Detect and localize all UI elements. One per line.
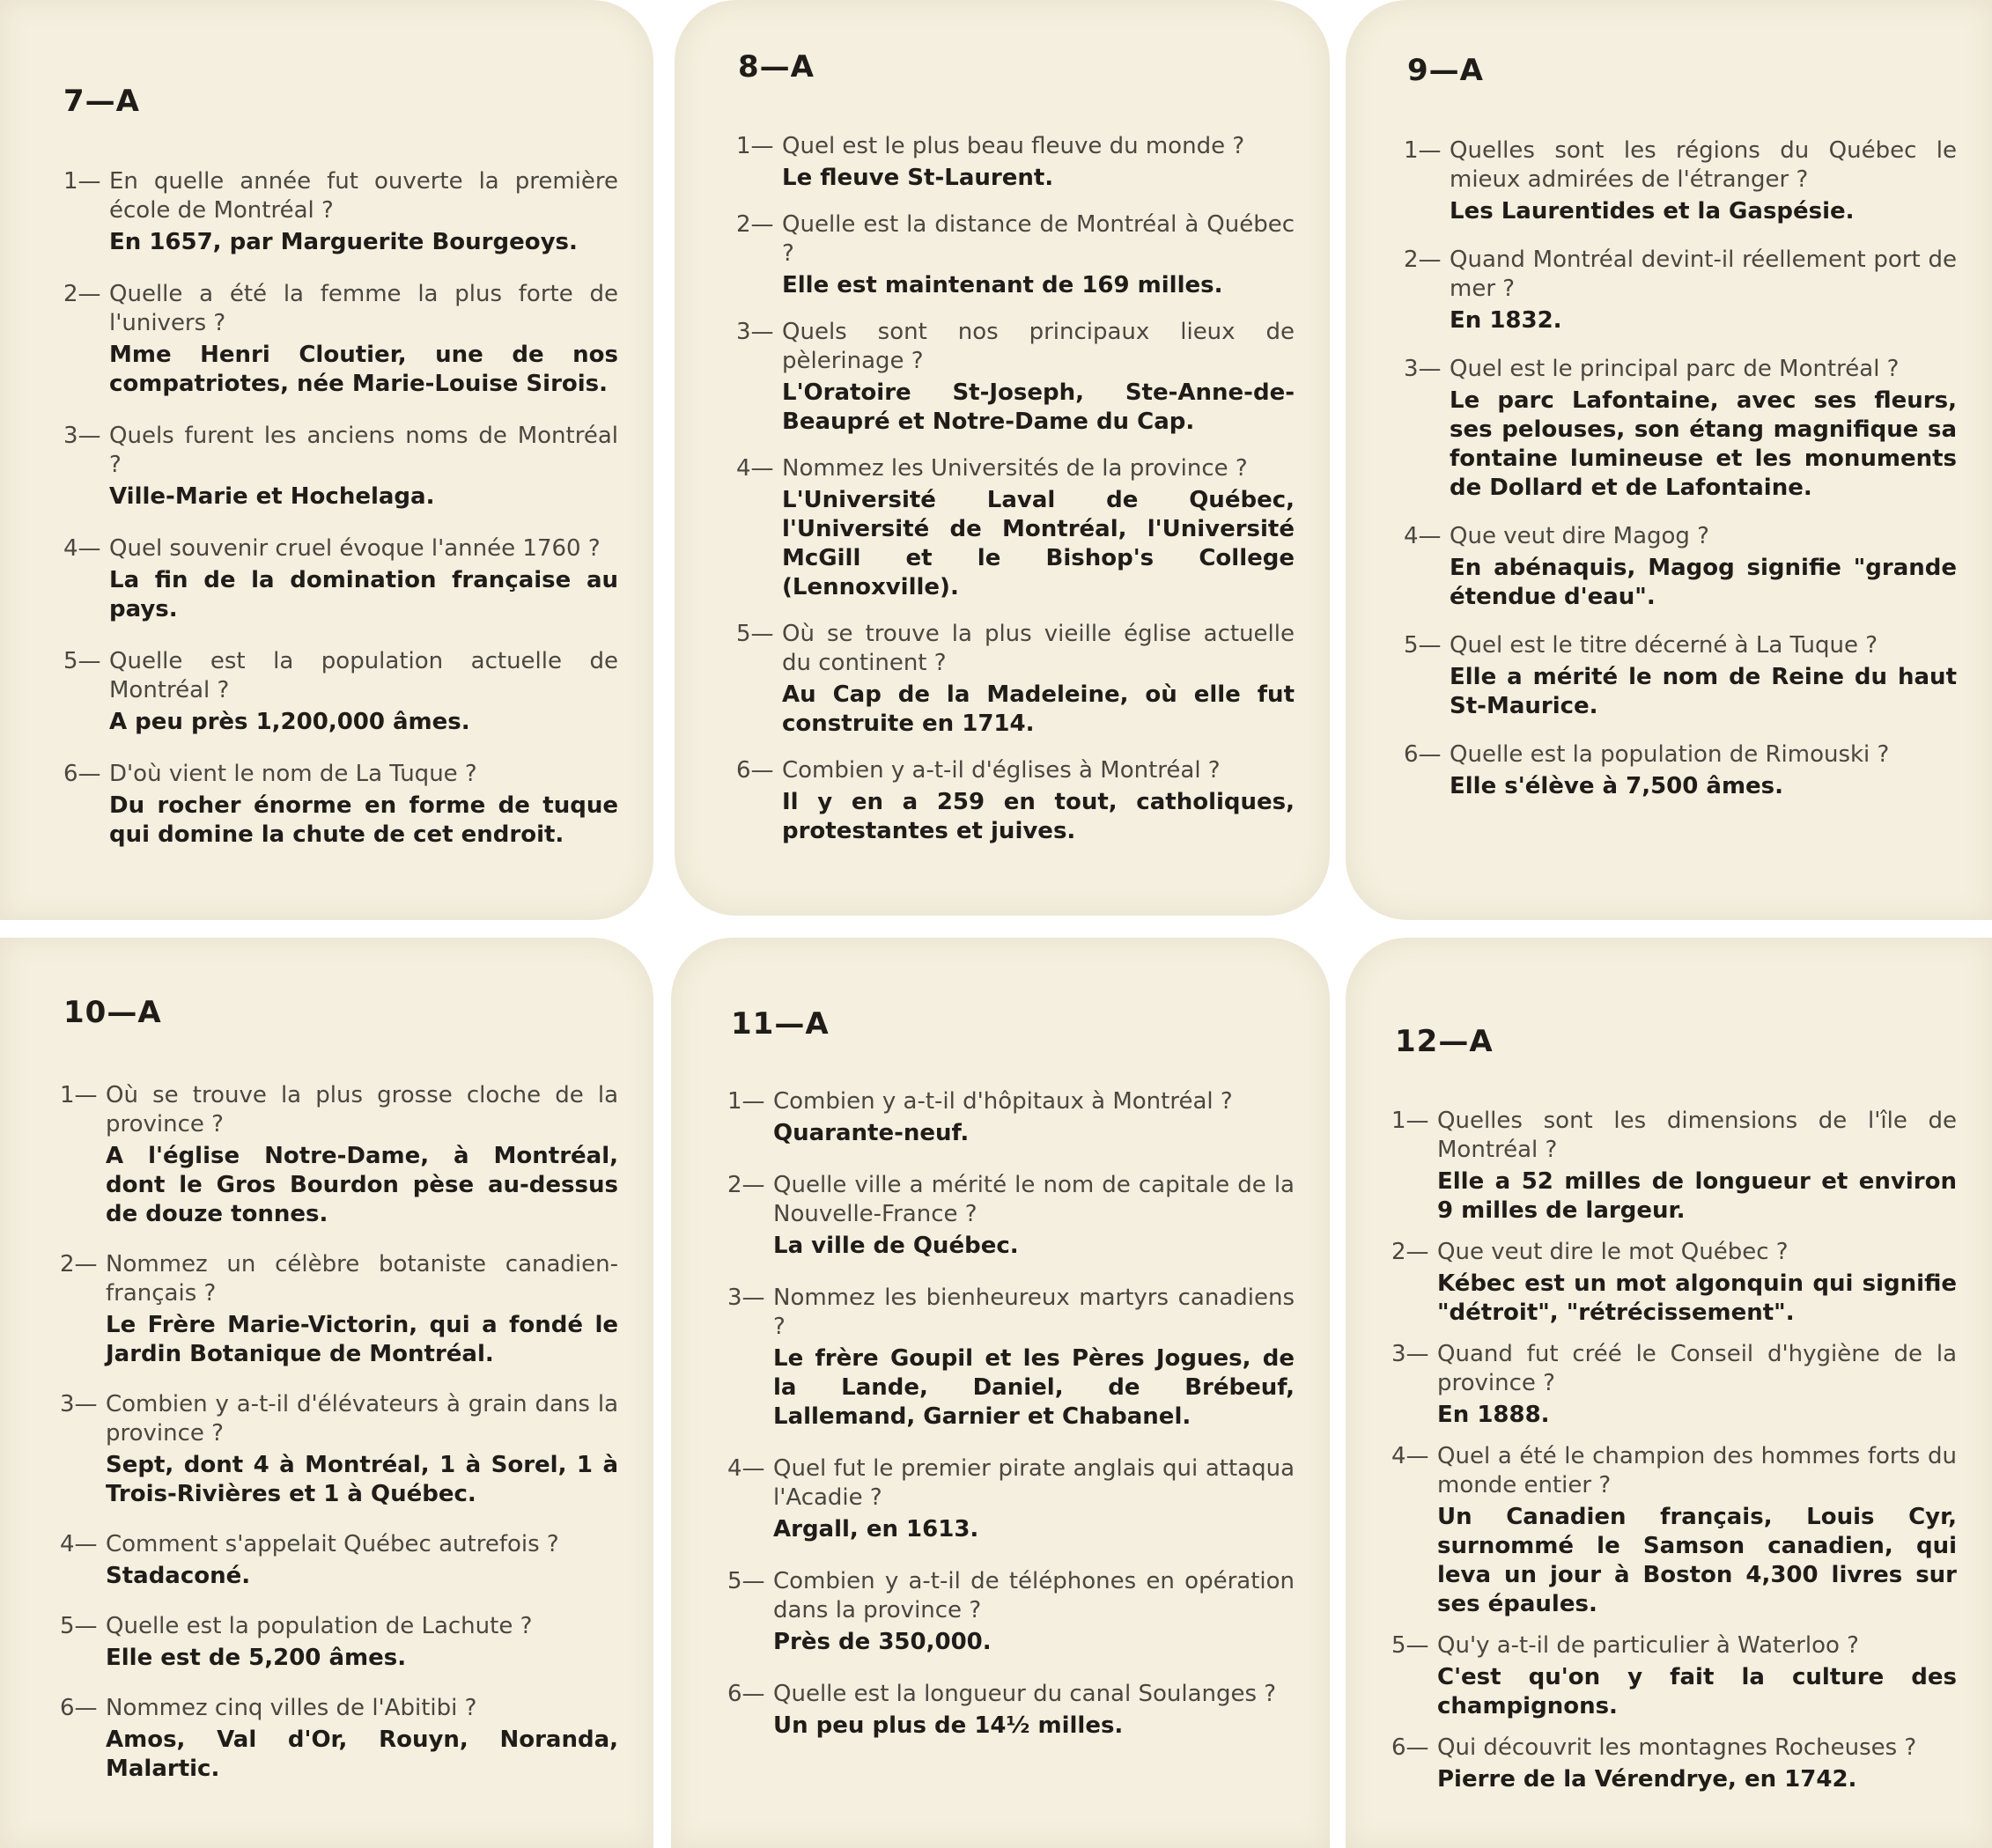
question-text: Quelle ville a mérité le nom de capitale de la Nouvelle-France ? <box>773 1172 1295 1227</box>
question-text: Combien y a-t-il d'élévateurs à grain dans la province ? <box>106 1391 618 1447</box>
answer-text: Il y en a 259 en tout, catholiques, protestantes et juives. <box>782 789 1295 844</box>
question-number: 2— <box>63 281 101 307</box>
qa-item <box>736 756 1295 846</box>
question-text: Quel est le plus beau fleuve du monde ? <box>782 133 1245 159</box>
question-number: 3— <box>60 1391 98 1417</box>
question-number: 6— <box>727 1681 765 1707</box>
question-number: 2— <box>1391 1239 1429 1265</box>
card-title: 7—A <box>63 84 140 119</box>
answer-text: Du rocher énorme en forme de tuque qui domine la chute de cet endroit. <box>109 792 618 848</box>
answer-text: Le fleuve St-Laurent. <box>782 165 1054 191</box>
quiz-card <box>675 0 1330 916</box>
question-text: Où se trouve la plus grosse cloche de la province ? <box>106 1082 618 1138</box>
answer-text: Un Canadien français, Louis Cyr, surnommé le Samson canadien, qui leva un jour à Boston 4,300 livres sur ses épaules. <box>1437 1504 1957 1617</box>
answer-text: Les Laurentides et la Gaspésie. <box>1450 198 1855 225</box>
qa-item <box>1404 355 1957 503</box>
quiz-card <box>0 938 653 1848</box>
question-number: 4— <box>1391 1443 1429 1469</box>
question-text: Quel est le principal parc de Montréal ? <box>1450 356 1900 382</box>
qa-item <box>1391 1442 1957 1619</box>
qa-item <box>63 647 618 737</box>
quiz-card <box>1346 0 1992 920</box>
qa-item <box>727 1454 1295 1544</box>
question-number: 3— <box>1391 1341 1429 1367</box>
question-text: Combien y a-t-il de téléphones en opération dans la province ? <box>773 1568 1295 1623</box>
qa-item <box>736 318 1295 437</box>
question-number: 5— <box>1404 632 1442 659</box>
qa-item <box>1404 740 1957 801</box>
quiz-card <box>1346 938 1992 1848</box>
qa-item <box>727 1284 1295 1432</box>
qa-list <box>1391 1107 1957 1807</box>
answer-text: Kébec est un mot algonquin qui signifie "détroit", "rétrécissement". <box>1437 1270 1957 1326</box>
question-number: 1— <box>63 168 101 195</box>
answer-text: Elle est de 5,200 âmes. <box>106 1645 407 1671</box>
qa-list <box>63 167 618 872</box>
qa-list <box>727 1087 1295 1763</box>
question-number: 6— <box>1391 1734 1429 1761</box>
qa-item <box>727 1567 1295 1657</box>
question-number: 4— <box>736 455 774 482</box>
question-text: Quel fut le premier pirate anglais qui attaqua l'Acadie ? <box>773 1455 1295 1511</box>
qa-item <box>1404 522 1957 612</box>
question-text: Quel est le titre décerné à La Tuque ? <box>1450 632 1878 659</box>
qa-item <box>736 620 1295 739</box>
qa-item <box>727 1680 1295 1741</box>
question-text: Comment s'appelait Québec autrefois ? <box>106 1531 559 1557</box>
answer-text: Ville-Marie et Hochelaga. <box>109 483 435 510</box>
question-text: Où se trouve la plus vieille église actuelle du continent ? <box>782 621 1295 676</box>
qa-item <box>60 1250 618 1369</box>
question-number: 1— <box>736 133 774 159</box>
qa-item <box>736 132 1295 193</box>
question-number: 5— <box>60 1613 98 1639</box>
answer-text: Pierre de la Vérendrye, en 1742. <box>1437 1766 1857 1793</box>
question-text: Nommez un célèbre botaniste canadien-français ? <box>106 1251 618 1307</box>
question-number: 6— <box>63 761 101 787</box>
question-text: D'où vient le nom de La Tuque ? <box>109 761 477 787</box>
answer-text: Elle a 52 milles de longueur et environ 9 milles de largeur. <box>1437 1168 1957 1224</box>
qa-item <box>63 280 618 399</box>
qa-item <box>63 760 618 850</box>
card-title: 12—A <box>1395 1024 1494 1059</box>
question-number: 4— <box>1404 523 1442 549</box>
question-number: 2— <box>60 1251 98 1277</box>
question-text: Que veut dire le mot Québec ? <box>1437 1239 1789 1265</box>
card-title: 8—A <box>738 49 815 85</box>
qa-item <box>1391 1107 1957 1226</box>
answer-text: C'est qu'on y fait la culture des champignons. <box>1437 1664 1957 1719</box>
question-number: 4— <box>727 1455 765 1482</box>
qa-item <box>1391 1340 1957 1430</box>
question-number: 3— <box>63 423 101 449</box>
answer-text: Elle est maintenant de 169 milles. <box>782 272 1223 298</box>
qa-list <box>736 132 1295 864</box>
qa-list <box>1404 136 1957 821</box>
qa-item <box>1404 246 1957 335</box>
answer-text: A peu près 1,200,000 âmes. <box>109 709 470 735</box>
question-number: 1— <box>60 1082 98 1108</box>
question-text: Quelle est la population actuelle de Montréal ? <box>109 648 618 703</box>
qa-item <box>1404 631 1957 721</box>
question-text: Quels sont nos principaux lieux de pèlerinage ? <box>782 319 1295 374</box>
qa-item <box>60 1694 618 1784</box>
qa-item <box>60 1081 618 1229</box>
question-number: 2— <box>727 1172 765 1198</box>
qa-item <box>60 1390 618 1509</box>
question-number: 5— <box>736 621 774 647</box>
answer-text: L'Oratoire St-Joseph, Ste-Anne-de-Beaupré et Notre-Dame du Cap. <box>782 379 1295 435</box>
question-text: Quand Montréal devint-il réellement port de mer ? <box>1450 247 1957 302</box>
question-text: Quelles sont les dimensions de l'île de Montréal ? <box>1437 1108 1957 1163</box>
question-text: Quelle est la population de Lachute ? <box>106 1613 533 1639</box>
answer-text: Le parc Lafontaine, avec ses fleurs, ses pelouses, son étang magnifique sa fontaine lumineuse et les monuments de Dollard et de Lafontaine. <box>1450 387 1957 501</box>
question-text: En quelle année fut ouverte la première école de Montréal ? <box>109 168 618 224</box>
question-text: Quelles sont les régions du Québec le mieux admirées de l'étranger ? <box>1450 137 1957 193</box>
question-text: Nommez les Universités de la province ? <box>782 455 1248 482</box>
qa-item <box>63 167 618 257</box>
question-text: Nommez cinq villes de l'Abitibi ? <box>106 1695 477 1721</box>
answer-text: La fin de la domination française au pays. <box>109 567 618 622</box>
answer-text: A l'église Notre-Dame, à Montréal, dont le Gros Bourdon pèse au-dessus de douze tonnes. <box>106 1143 618 1227</box>
qa-item <box>60 1530 618 1591</box>
card-title: 9—A <box>1407 53 1484 88</box>
question-text: Qui découvrit les montagnes Rocheuses ? <box>1437 1734 1917 1761</box>
qa-list <box>60 1081 618 1805</box>
answer-text: Près de 350,000. <box>773 1629 992 1655</box>
question-text: Quels furent les anciens noms de Montréal ? <box>109 423 618 478</box>
question-number: 2— <box>736 211 774 238</box>
question-number: 3— <box>736 319 774 345</box>
question-text: Combien y a-t-il d'hôpitaux à Montréal ? <box>773 1088 1233 1115</box>
answer-text: En 1888. <box>1437 1402 1550 1428</box>
question-number: 1— <box>1404 137 1442 164</box>
answer-text: Mme Henri Cloutier, une de nos compatriotes, née Marie-Louise Sirois. <box>109 342 618 397</box>
qa-item <box>727 1087 1295 1148</box>
qa-item <box>736 454 1295 602</box>
answer-text: Elle s'élève à 7,500 âmes. <box>1450 773 1784 799</box>
question-text: Quand fut créé le Conseil d'hygiène de la province ? <box>1437 1341 1957 1396</box>
qa-item <box>63 422 618 512</box>
answer-text: Elle a mérité le nom de Reine du haut St-Maurice. <box>1450 664 1957 719</box>
qa-item <box>727 1171 1295 1261</box>
answer-text: L'Université Laval de Québec, l'Université de Montréal, l'Université McGill et le Bishop's College (Lennoxville). <box>782 487 1295 600</box>
question-text: Quel a été le champion des hommes forts du monde entier ? <box>1437 1443 1957 1498</box>
qa-item <box>736 210 1295 300</box>
question-number: 1— <box>727 1088 765 1115</box>
qa-item <box>63 534 618 624</box>
question-number: 4— <box>63 535 101 562</box>
question-number: 6— <box>60 1695 98 1721</box>
answer-text: Amos, Val d'Or, Rouyn, Noranda, Malartic. <box>106 1727 618 1782</box>
answer-text: Un peu plus de 14½ milles. <box>773 1712 1124 1739</box>
question-text: Quel souvenir cruel évoque l'année 1760 ? <box>109 535 601 562</box>
question-number: 5— <box>727 1568 765 1594</box>
qa-item <box>1391 1238 1957 1328</box>
answer-text: Au Cap de la Madeleine, où elle fut construite en 1714. <box>782 681 1295 737</box>
answer-text: La ville de Québec. <box>773 1233 1019 1259</box>
qa-item <box>1391 1734 1957 1794</box>
qa-item <box>60 1612 618 1673</box>
card-title: 11—A <box>731 1006 830 1042</box>
question-number: 1— <box>1391 1108 1429 1134</box>
question-number: 3— <box>1404 356 1442 382</box>
quiz-card <box>671 938 1330 1848</box>
quiz-card <box>0 0 653 920</box>
question-text: Combien y a-t-il d'églises à Montréal ? <box>782 757 1221 784</box>
answer-text: En abénaquis, Magog signifie "grande étendue d'eau". <box>1450 555 1957 610</box>
question-text: Quelle a été la femme la plus forte de l'univers ? <box>109 281 618 336</box>
question-number: 3— <box>727 1285 765 1311</box>
answer-text: Le Frère Marie-Victorin, qui a fondé le Jardin Botanique de Montréal. <box>106 1312 618 1367</box>
answer-text: Quarante-neuf. <box>773 1120 970 1146</box>
answer-text: Argall, en 1613. <box>773 1516 979 1542</box>
question-number: 4— <box>60 1531 98 1557</box>
question-number: 5— <box>63 648 101 674</box>
question-number: 2— <box>1404 247 1442 273</box>
answer-text: En 1657, par Marguerite Bourgeoys. <box>109 229 578 255</box>
qa-item <box>1391 1631 1957 1721</box>
answer-text: Le frère Goupil et les Pères Jogues, de la Lande, Daniel, de Brébeuf, Lallemand, Garnier et Chabanel. <box>773 1345 1295 1430</box>
question-text: Nommez les bienheureux martyrs canadiens ? <box>773 1285 1295 1340</box>
question-text: Quelle est la longueur du canal Soulanges ? <box>773 1681 1277 1707</box>
answer-text: En 1832. <box>1450 307 1562 334</box>
question-text: Quelle est la population de Rimouski ? <box>1450 741 1890 768</box>
card-title: 10—A <box>63 995 162 1030</box>
question-text: Quelle est la distance de Montréal à Québec ? <box>782 211 1295 267</box>
answer-text: Sept, dont 4 à Montréal, 1 à Sorel, 1 à Trois-Rivières et 1 à Québec. <box>106 1452 618 1507</box>
question-text: Que veut dire Magog ? <box>1450 523 1709 549</box>
question-number: 6— <box>1404 741 1442 768</box>
qa-item <box>1404 136 1957 226</box>
answer-text: Stadaconé. <box>106 1563 251 1589</box>
question-text: Qu'y a-t-il de particulier à Waterloo ? <box>1437 1632 1859 1659</box>
question-number: 5— <box>1391 1632 1429 1659</box>
question-number: 6— <box>736 757 774 784</box>
